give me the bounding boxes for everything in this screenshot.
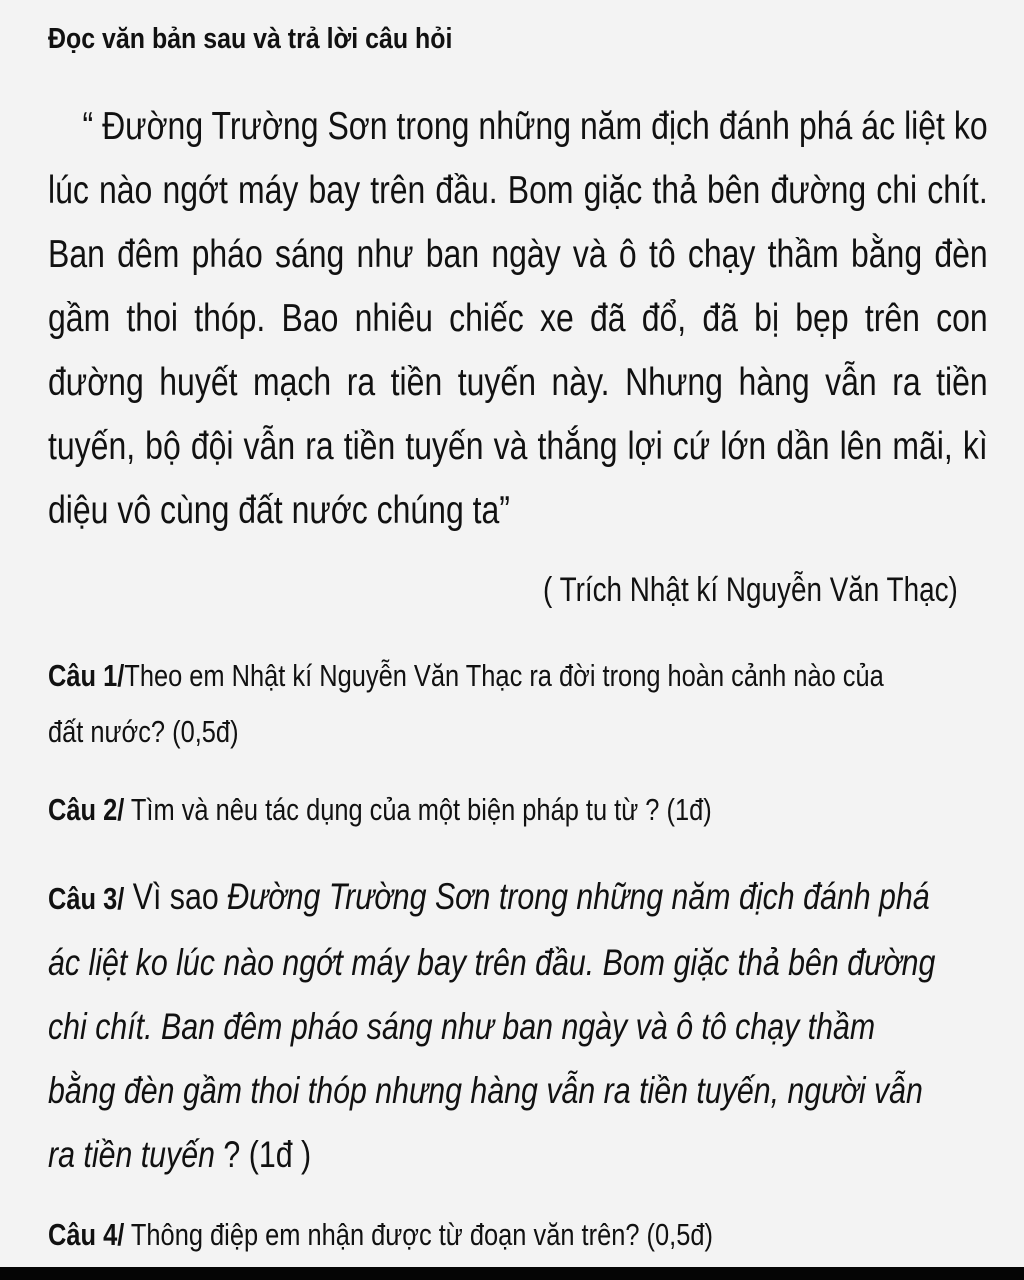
passage-line-2: lúc nào ngớt máy bay trên đầu. Bom giặc thả bên đường chi chít. (48, 169, 988, 212)
question-2 (48, 782, 819, 838)
question-1-line-2: đất nước? (0,5đ) (48, 714, 239, 749)
question-2-label: Câu 2/ (48, 792, 125, 827)
question-3-quote-start: Đường Trường Sơn trong những năm địch đánh phá (227, 876, 930, 917)
bottom-black-bar (0, 1267, 1024, 1280)
question-2-text: Tìm và nêu tác dụng của một biện pháp tu từ ? (1đ) (124, 792, 712, 827)
question-4-label: Câu 4/ (48, 1217, 125, 1252)
question-3 (48, 865, 936, 1187)
question-1-label: Câu 1/ (48, 658, 125, 693)
passage-line-1: “ Đường Trường Sơn trong những năm địch đánh phá ác liệt ko (82, 105, 988, 148)
question-1-text: Theo em Nhật kí Nguyễn Văn Thạc ra đời trong hoàn cảnh nào của (124, 658, 884, 693)
question-4 (48, 1207, 819, 1263)
passage-line-6: tuyến, bộ đội vẫn ra tiền tuyến và thắng lợi cứ lớn dần lên mãi, kì (48, 425, 988, 468)
passage-source: ( Trích Nhật kí Nguyễn Văn Thạc) (543, 571, 958, 609)
question-1 (48, 648, 884, 760)
question-3-line-3: chi chít. Ban đêm pháo sáng như ban ngày và ô tô chạy thầm (48, 1006, 876, 1047)
passage-line-3: Ban đêm pháo sáng như ban ngày và ô tô chạy thầm bằng đèn (48, 233, 988, 276)
question-3-score: ? (1đ ) (214, 1134, 312, 1175)
question-3-prefix: Vì sao (124, 876, 228, 917)
question-4-text: Thông điệp em nhận được từ đoạn văn trên? (0,5đ) (124, 1217, 713, 1252)
passage-line-7: diệu vô cùng đất nước chúng ta” (48, 489, 510, 532)
question-3-quote-end: ra tiền tuyến (48, 1134, 215, 1175)
passage-line-4: gầm thoi thóp. Bao nhiêu chiếc xe đã đổ, đã bị bẹp trên con (48, 297, 988, 340)
question-3-line-5 (48, 1123, 819, 1187)
passage-line-5: đường huyết mạch ra tiền tuyến này. Nhưng hàng vẫn ra tiền (48, 361, 988, 404)
question-3-line-2: ác liệt ko lúc nào ngớt máy bay trên đầu. Bom giặc thả bên đường (48, 942, 936, 983)
instruction-heading: Đọc văn bản sau và trả lời câu hỏi (48, 23, 453, 55)
quoted-passage (48, 95, 988, 543)
question-3-label: Câu 3/ (48, 881, 125, 916)
question-3-line-4: bằng đèn gầm thoi thóp nhưng hàng vẫn ra tiền tuyến, người vẫn (48, 1070, 923, 1111)
question-3-line-1 (48, 865, 930, 931)
question-1-line-1 (48, 648, 884, 704)
